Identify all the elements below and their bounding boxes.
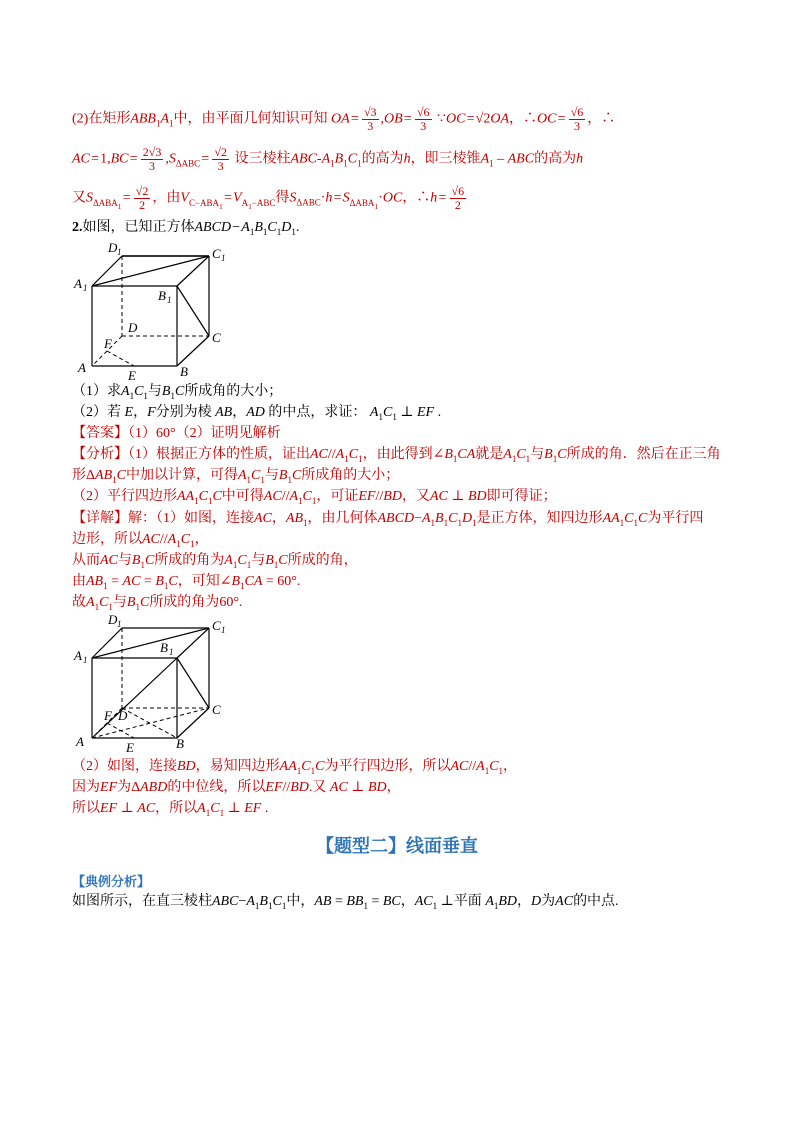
svg-text:1: 1 — [221, 253, 226, 263]
detail-line-2: 边形，所以$AC//A_1C_1$， — [72, 532, 209, 549]
label-D: D — [118, 708, 128, 723]
label-C: C — [212, 330, 221, 345]
part2-line-2: AC = 1,BC = $\frac{2√3}{3}$ $,S_{\Delta ABC}$ = $\frac{√2}{3}$ 设三棱柱ABC-$A_1B_1C_1$的高为h，即三棱锥$A_1$ – ABC的高为h — [72, 145, 584, 173]
section-heading: 【题型二】线面垂直 — [316, 836, 478, 857]
part2-proof-line-1: （2）如图，连接BD，易知四边形$AA_1C_1C$为平行四边形，所以$AC//A_1C_1$， — [72, 759, 518, 776]
analysis-line-3: （2）平行四边形$AA_1C_1C$中可得$AC//A_1C_1$，可证EF//BD，又AC ⊥ BD即可得证； — [72, 489, 557, 506]
analysis-line-2: 形$\Delta AB_1C$中加以计算，可得$A_1C_1$与$B_1C$所成角的大小； — [72, 468, 400, 485]
label-F: F — [104, 708, 112, 723]
label-F: F — [104, 336, 112, 351]
cube-figure-2 — [72, 612, 232, 754]
label-B1: B — [160, 640, 168, 655]
svg-text:1: 1 — [117, 247, 122, 257]
example-line-1: 如图所示，在直三棱柱$ABC-A_1B_1C_1$中，AB = $BB_1$ = BC，$AC_1$ ⊥平面 $A_1BD$，D为AC的中点. — [72, 894, 619, 911]
label-C1: C — [212, 246, 221, 261]
label-A: A — [76, 734, 84, 749]
label-E: E — [126, 740, 134, 754]
part2-line-3: 又$S_{\Delta ABA_1}$ = $\frac{√2}{2}$ ，由$V_{C-ABA_1}$ = $V_{A_1-ABC}$得$S_{\Delta ABC}\cdot h$ = $S_{\Delta ABA_1}\cdot OC$，∴h = $\frac{√6}{2}$ — [72, 184, 465, 212]
label-A1: A — [74, 648, 82, 663]
label-D1: D — [108, 612, 118, 627]
example-tag: 【典例分析】 — [72, 875, 151, 890]
label-B: B — [176, 736, 184, 751]
part2-proof-line-3: 所以EF ⊥ AC，所以$A_1C_1$ ⊥ EF . — [72, 801, 269, 818]
svg-text:1: 1 — [169, 647, 174, 657]
label-D1: D — [108, 240, 118, 255]
label-B: B — [180, 364, 188, 379]
label-E: E — [128, 368, 136, 380]
detail-line-3: 从而AC与$B_1C$所成的角为$A_1C_1$与$B_1C$所成的角， — [72, 553, 358, 570]
svg-text:1: 1 — [167, 295, 172, 305]
analysis-line-1: 【分析】（1）根据正方体的性质，证出$AC//A_1C_1$，由此得到$\angle B_1CA$就是$A_1C_1$与$B_1C$所成的角．然后在正三角 — [72, 447, 721, 464]
svg-text:1: 1 — [221, 625, 226, 635]
question-2: （2）若 E，F分别为棱 AB，AD 的中点，求证： $A_1C_1$ ⊥ EF . — [72, 405, 442, 422]
label-C1: C — [212, 618, 221, 633]
svg-text:1: 1 — [117, 619, 122, 629]
answer-line: 【答案】（1）60°（2）证明见解析 — [72, 426, 281, 441]
label-B1: B — [158, 288, 166, 303]
label-D: D — [128, 320, 138, 335]
label-A1: A — [74, 276, 82, 291]
svg-text:1: 1 — [83, 655, 88, 665]
cube-figure-1 — [72, 238, 232, 380]
label-C: C — [212, 702, 221, 717]
svg-text:1: 1 — [83, 283, 88, 293]
part2-line-1: (2)在矩形$ABB_1A_1$中，由平面几何知识可知 OA = $\frac{√3}{3}$ ,OB = $\frac{√6}{3}$ ∵OC = √2OA，∴OC = $\frac{√6}{3}$ ，∴ — [72, 105, 616, 133]
part2-proof-line-2: 因为EF为ΔABD的中位线，所以EF//BD.又 AC ⊥ BD， — [72, 780, 401, 795]
label-A: A — [78, 360, 86, 375]
problem-2-stem: 2.如图，已知正方体ABCD − $A_1B_1C_1D_1$. — [72, 220, 300, 237]
detail-line-4: 由$AB_1$ = AC = $B_1C$，可知$\angle B_1CA = 60^\circ$. — [72, 574, 301, 591]
detail-line-1: 【详解】解：（1）如图，连接AC，$AB_1$，由几何体$ABCD-A_1B_1C_1D_1$是正方体，知四边形$AA_1C_1C$为平行四 — [72, 511, 704, 528]
question-1: （1）求$A_1C_1$与$B_1C$所成角的大小； — [72, 384, 283, 401]
detail-line-5: 故$A_1C_1$与$B_1C$所成的角为60°. — [72, 595, 243, 612]
